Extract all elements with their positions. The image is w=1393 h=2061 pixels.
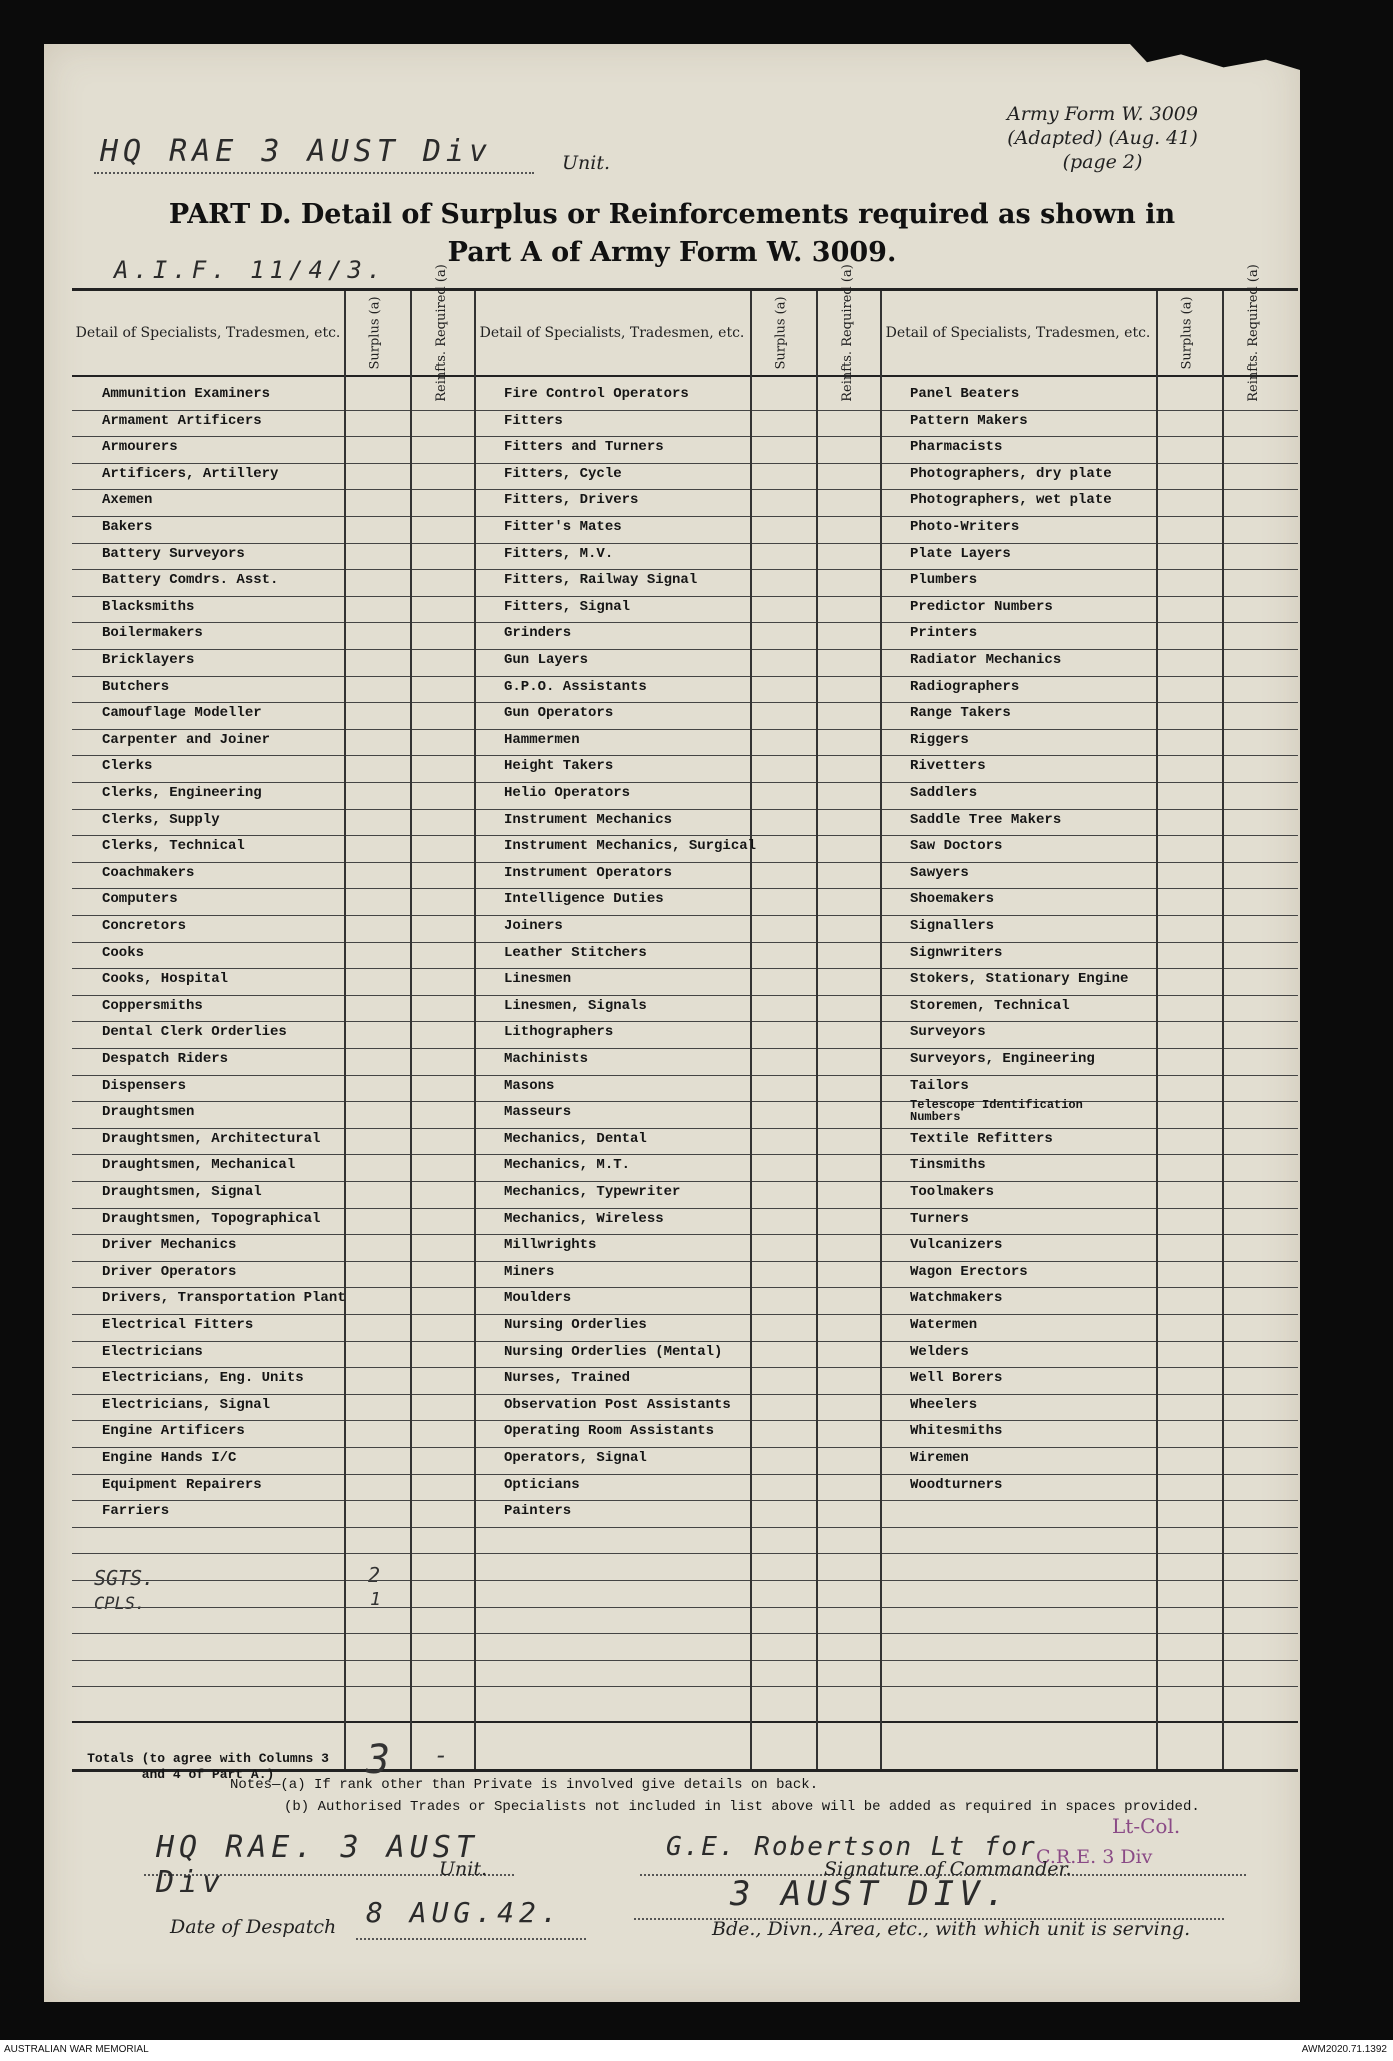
row-rule xyxy=(72,809,1298,810)
trade-label-col1: Carpenter and Joiner xyxy=(102,731,271,748)
row-rule xyxy=(72,995,1298,996)
signature-handwriting: G.E. Robertson Lt for xyxy=(666,1832,1037,1862)
trade-label-col2: Linesmen, Signals xyxy=(504,997,647,1014)
row-rule xyxy=(72,1394,1298,1395)
archive-footer xyxy=(0,2040,1393,2061)
row-rule xyxy=(72,1686,1298,1687)
row-rule xyxy=(72,489,1298,490)
row-rule xyxy=(72,1181,1298,1182)
trade-label-col2: Nursing Orderlies xyxy=(504,1317,647,1333)
trade-label-col1: Butchers xyxy=(102,678,170,695)
footer-unit-handwriting: HQ RAE. 3 AUST Div xyxy=(156,1830,479,1900)
row-rule xyxy=(72,410,1298,411)
detail-header-1: Detail of Specialists, Tradesmen, etc. xyxy=(75,324,341,341)
trade-label-col1: Draughtsmen, Signal xyxy=(102,1184,262,1200)
trade-label-col3: Surveyors xyxy=(910,1024,986,1041)
totals-surplus: 3 xyxy=(366,1737,391,1783)
trade-label-col1: Despatch Riders xyxy=(102,1051,229,1067)
trade-label-col2: Joiners xyxy=(504,918,563,934)
row-rule xyxy=(72,915,1298,916)
trade-label-col1: Coachmakers xyxy=(102,864,195,881)
column-rule xyxy=(750,291,752,1769)
trade-label-col2: Fitters, Railway Signal xyxy=(504,572,698,589)
row-rule xyxy=(72,782,1298,783)
trade-label-col3: Signallers xyxy=(910,918,995,934)
trade-label-col3: Telescope Identification Numbers xyxy=(910,1098,1083,1125)
row-rule xyxy=(72,968,1298,969)
trade-label-col2: Helio Operators xyxy=(504,785,631,801)
trade-label-col1: Draughtsmen, Mechanical xyxy=(102,1157,296,1174)
trade-label-col2: Millwrights xyxy=(504,1237,597,1254)
trade-label-col3: Plate Layers xyxy=(910,545,1011,562)
trade-label-col1: Bricklayers xyxy=(102,652,195,668)
extra-row-label-2: CPLS. xyxy=(94,1594,146,1614)
row-rule xyxy=(72,1580,1298,1581)
trade-label-col2: Fitter's Mates xyxy=(504,519,622,535)
row-rule xyxy=(72,569,1298,570)
trade-label-col2: Hammermen xyxy=(504,731,580,748)
signature-label: Signature of Commander. xyxy=(824,1858,1072,1880)
trade-label-col1: Electricians, Eng. Units xyxy=(102,1370,304,1387)
column-rule xyxy=(816,291,818,1769)
trade-label-col2: Leather Stitchers xyxy=(504,944,647,961)
trade-label-col2: Fitters, Drivers xyxy=(504,492,639,509)
trade-label-col3: Tailors xyxy=(910,1077,969,1094)
totals-rule xyxy=(72,1721,1298,1723)
trade-label-col1: Battery Comdrs. Asst. xyxy=(102,572,279,589)
row-rule xyxy=(72,1633,1298,1634)
totals-label: Totals (to agree with Columns 3 and 4 of Part A.) xyxy=(87,1751,329,1782)
trade-label-col1: Axemen xyxy=(102,492,153,509)
trade-label-col1: Blacksmiths xyxy=(102,598,195,615)
trade-label-col2: G.P.O. Assistants xyxy=(504,678,647,695)
stamp-rank: Lt-Col. xyxy=(1112,1814,1181,1838)
trade-label-col3: Saddle Tree Makers xyxy=(910,811,1062,828)
archive-id: AWM2020.71.1392 xyxy=(1301,2044,1387,2055)
despatch-handwriting: 8 AUG.42. xyxy=(366,1896,563,1929)
trade-label-col1: Clerks xyxy=(102,758,153,775)
trade-label-col3: Turners xyxy=(910,1210,969,1227)
unit-label: Unit. xyxy=(562,152,611,174)
row-rule xyxy=(72,1447,1298,1448)
trade-label-col1: Clerks, Supply xyxy=(102,811,220,828)
trade-label-col3: Shoemakers xyxy=(910,891,995,908)
trade-label-col2: Nurses, Trained xyxy=(504,1370,631,1387)
row-rule xyxy=(72,1660,1298,1661)
trade-label-col3: Radiographers xyxy=(910,678,1020,695)
trade-label-col1: Engine Hands I/C xyxy=(102,1450,237,1466)
trade-label-col2: Mechanics, Dental xyxy=(504,1130,647,1147)
header-rule xyxy=(72,375,1298,377)
reinfts-header-3: Reinfts. Required (a) xyxy=(1246,264,1262,402)
detail-header-2: Detail of Specialists, Tradesmen, etc. xyxy=(479,324,745,341)
trade-label-col1: Bakers xyxy=(102,519,153,535)
row-rule xyxy=(72,835,1298,836)
row-rule xyxy=(72,596,1298,597)
trade-label-col1: Electricians xyxy=(102,1343,203,1360)
row-rule xyxy=(72,1607,1298,1608)
trade-label-col2: Lithographers xyxy=(504,1024,614,1041)
form-reference: Army Form W. 3009 (Adapted) (Aug. 41) (page 2) xyxy=(1007,103,1198,173)
trade-label-col2: Instrument Mechanics xyxy=(504,811,673,828)
trade-label-col3: Wiremen xyxy=(910,1450,969,1466)
trade-label-col2: Height Takers xyxy=(504,758,614,775)
column-rule xyxy=(474,291,476,1769)
trade-label-col1: Cooks, Hospital xyxy=(102,971,229,988)
trade-label-col1: Armament Artificers xyxy=(102,412,262,429)
trade-label-col2: Intelligence Duties xyxy=(504,891,664,908)
row-rule xyxy=(72,676,1298,677)
trade-label-col1: Computers xyxy=(102,891,178,908)
trade-label-col3: Toolmakers xyxy=(910,1184,995,1200)
trade-label-col3: Vulcanizers xyxy=(910,1237,1003,1254)
reinfts-header-2: Reinfts. Required (a) xyxy=(840,264,856,402)
trade-label-col2: Operating Room Assistants xyxy=(504,1423,715,1440)
trade-label-col1: Coppersmiths xyxy=(102,997,203,1014)
row-rule xyxy=(72,702,1298,703)
row-rule xyxy=(72,1048,1298,1049)
extra-row-surplus-1: 2 xyxy=(368,1563,381,1587)
row-rule xyxy=(72,622,1298,623)
trade-label-col3: Photo-Writers xyxy=(910,519,1020,535)
row-rule xyxy=(72,1128,1298,1129)
row-rule xyxy=(72,729,1298,730)
trade-label-col3: Sawyers xyxy=(910,864,969,881)
trade-label-col1: Battery Surveyors xyxy=(102,545,245,562)
trade-label-col1: Clerks, Technical xyxy=(102,838,245,855)
trade-label-col3: Well Borers xyxy=(910,1370,1003,1387)
stamp-cre: C.R.E. 3 Div xyxy=(1036,1846,1153,1868)
trade-label-col2: Gun Layers xyxy=(504,652,589,668)
despatch-field xyxy=(356,1898,586,1940)
trade-label-col3: Range Takers xyxy=(910,705,1011,722)
row-rule xyxy=(72,1474,1298,1475)
row-rule xyxy=(72,755,1298,756)
row-rule xyxy=(72,649,1298,650)
trade-label-col3: Pattern Makers xyxy=(910,412,1028,429)
trade-label-col2: Linesmen xyxy=(504,971,572,988)
surplus-header-1: Surplus (a) xyxy=(368,296,384,370)
trade-label-col1: Concretors xyxy=(102,918,187,934)
trade-label-col2: Machinists xyxy=(504,1051,589,1067)
trade-label-col1: Farriers xyxy=(102,1503,170,1520)
row-rule xyxy=(72,1314,1298,1315)
despatch-label: Date of Despatch xyxy=(170,1916,337,1938)
trade-label-col1: Clerks, Engineering xyxy=(102,785,262,801)
column-rule xyxy=(410,291,412,1769)
trade-label-col1: Driver Mechanics xyxy=(102,1237,237,1254)
trade-label-col1: Electricians, Signal xyxy=(102,1396,271,1413)
trade-label-col3: Radiator Mechanics xyxy=(910,652,1062,668)
trade-label-col2: Fitters xyxy=(504,412,563,429)
row-rule xyxy=(72,1341,1298,1342)
trade-label-col3: Pharmacists xyxy=(910,439,1003,456)
row-rule xyxy=(72,888,1298,889)
row-rule xyxy=(72,1234,1298,1235)
trade-label-col1: Dispensers xyxy=(102,1077,187,1094)
trade-label-col2: Opticians xyxy=(504,1476,580,1493)
trade-label-col3: Riggers xyxy=(910,731,969,748)
trade-label-col3: Tinsmiths xyxy=(910,1157,986,1174)
trade-label-col1: Cooks xyxy=(102,944,145,961)
trade-label-col2: Instrument Mechanics, Surgical xyxy=(504,838,757,855)
trade-label-col3: Textile Refitters xyxy=(910,1130,1053,1147)
trade-label-col2: Fitters, Signal xyxy=(504,598,631,615)
form-page xyxy=(44,44,1300,2002)
trade-label-col2: Painters xyxy=(504,1503,572,1520)
unit-handwriting: HQ RAE 3 AUST Div xyxy=(100,134,493,169)
trade-label-col1: Draughtsmen xyxy=(102,1104,195,1121)
column-rule xyxy=(344,291,346,1769)
row-rule xyxy=(72,1021,1298,1022)
trade-label-col2: Fitters, M.V. xyxy=(504,545,614,562)
row-rule xyxy=(72,543,1298,544)
trade-label-col2: Gun Operators xyxy=(504,705,614,722)
row-rule xyxy=(72,1101,1298,1102)
trade-label-col1: Armourers xyxy=(102,439,178,456)
column-rule xyxy=(880,291,882,1769)
trade-label-col1: Camouflage Modeller xyxy=(102,705,262,722)
trade-label-col2: Masons xyxy=(504,1077,555,1094)
extra-row-label-1: SGTS. xyxy=(94,1566,155,1590)
trade-label-col3: Saw Doctors xyxy=(910,838,1003,855)
division-label: Bde., Divn., Area, etc., with which unit is serving. xyxy=(712,1918,1191,1940)
trade-label-col2: Fitters and Turners xyxy=(504,439,664,456)
trade-label-col3: Plumbers xyxy=(910,572,978,589)
trade-label-col3: Welders xyxy=(910,1343,969,1360)
trade-label-col2: Instrument Operators xyxy=(504,864,673,881)
column-rule xyxy=(1222,291,1224,1769)
division-handwriting: 3 AUST DIV. xyxy=(730,1874,1011,1914)
row-rule xyxy=(72,1261,1298,1262)
row-rule xyxy=(72,1075,1298,1076)
trade-label-col2: Fire Control Operators xyxy=(504,386,689,402)
detail-header-3: Detail of Specialists, Tradesmen, etc. xyxy=(885,324,1151,341)
trade-label-col1: Draughtsmen, Architectural xyxy=(102,1130,321,1147)
trade-label-col3: Signwriters xyxy=(910,944,1003,961)
column-rule xyxy=(1156,291,1158,1769)
row-rule xyxy=(72,463,1298,464)
row-rule xyxy=(72,862,1298,863)
trade-label-col1: Drivers, Transportation Plant xyxy=(102,1290,346,1307)
trade-label-col1: Electrical Fitters xyxy=(102,1317,254,1333)
trade-label-col3: Wheelers xyxy=(910,1396,978,1413)
row-rule xyxy=(72,1500,1298,1501)
footer-unit-label: Unit. xyxy=(439,1858,488,1880)
row-rule xyxy=(72,436,1298,437)
trade-label-col3: Surveyors, Engineering xyxy=(910,1051,1095,1067)
row-rule xyxy=(72,1420,1298,1421)
trade-label-col2: Moulders xyxy=(504,1290,572,1307)
trade-label-col3: Stokers, Stationary Engine xyxy=(910,971,1129,988)
row-rule xyxy=(72,516,1298,517)
extra-row-surplus-2: 1 xyxy=(370,1589,381,1610)
notes: Notes—(a) If rank other than Private is involved give details on back. (b) Authorised Trades or Specialists not included in list above will be added as required in spaces provided. xyxy=(230,1777,1200,1815)
row-rule xyxy=(72,1553,1298,1554)
trade-label-col2: Mechanics, M.T. xyxy=(504,1157,631,1174)
trade-label-col3: Wagon Erectors xyxy=(910,1263,1028,1280)
trade-label-col1: Dental Clerk Orderlies xyxy=(102,1024,287,1041)
trade-label-col2: Masseurs xyxy=(504,1104,572,1121)
trade-label-col3: Printers xyxy=(910,625,978,642)
trade-label-col3: Watchmakers xyxy=(910,1290,1003,1307)
trade-label-col3: Photographers, wet plate xyxy=(910,492,1112,509)
trade-label-col2: Fitters, Cycle xyxy=(504,465,622,482)
unit-field xyxy=(94,136,534,174)
trade-label-col1: Draughtsmen, Topographical xyxy=(102,1210,321,1227)
row-rule xyxy=(72,1527,1298,1528)
trade-label-col1: Boilermakers xyxy=(102,625,203,642)
trade-label-col1: Driver Operators xyxy=(102,1263,237,1280)
totals-reinfts: - xyxy=(434,1741,449,1769)
form-heading: PART D. Detail of Surplus or Reinforcements required as shown in Part A of Army Form W. 3009. xyxy=(168,199,1176,268)
torn-corner xyxy=(1130,44,1300,70)
archive-name: AUSTRALIAN WAR MEMORIAL xyxy=(4,2044,149,2055)
reinfts-header-1: Reinfts. Required (a) xyxy=(434,264,450,402)
trade-label-col3: Watermen xyxy=(910,1317,978,1333)
trade-label-col2: Mechanics, Typewriter xyxy=(504,1184,681,1200)
row-rule xyxy=(72,1208,1298,1209)
trade-label-col2: Mechanics, Wireless xyxy=(504,1210,664,1227)
trade-label-col1: Ammunition Examiners xyxy=(102,386,271,402)
surplus-header-3: Surplus (a) xyxy=(1180,296,1196,370)
row-rule xyxy=(72,1367,1298,1368)
surplus-header-2: Surplus (a) xyxy=(774,296,790,370)
row-rule xyxy=(72,1154,1298,1155)
row-rule xyxy=(72,1287,1298,1288)
trade-label-col2: Operators, Signal xyxy=(504,1450,647,1466)
trade-label-col2: Grinders xyxy=(504,625,572,642)
division-field xyxy=(634,1874,1224,1920)
trade-label-col2: Nursing Orderlies (Mental) xyxy=(504,1343,723,1360)
trade-label-col2: Observation Post Assistants xyxy=(504,1396,731,1413)
aif-handwriting: A.I.F. 11/4/3. xyxy=(114,256,387,284)
trade-label-col1: Engine Artificers xyxy=(102,1423,245,1440)
trade-label-col1: Artificers, Artillery xyxy=(102,465,279,482)
trade-label-col3: Storemen, Technical xyxy=(910,997,1070,1014)
trade-label-col3: Whitesmiths xyxy=(910,1423,1003,1440)
row-rule xyxy=(72,942,1298,943)
trade-label-col3: Photographers, dry plate xyxy=(910,465,1112,482)
trade-label-col3: Saddlers xyxy=(910,785,978,801)
trade-label-col3: Predictor Numbers xyxy=(910,598,1053,615)
trade-label-col1: Equipment Repairers xyxy=(102,1476,262,1493)
trade-label-col3: Woodturners xyxy=(910,1476,1003,1493)
trade-label-col2: Miners xyxy=(504,1263,555,1280)
trade-label-col3: Panel Beaters xyxy=(910,386,1020,402)
trade-label-col3: Rivetters xyxy=(910,758,986,775)
